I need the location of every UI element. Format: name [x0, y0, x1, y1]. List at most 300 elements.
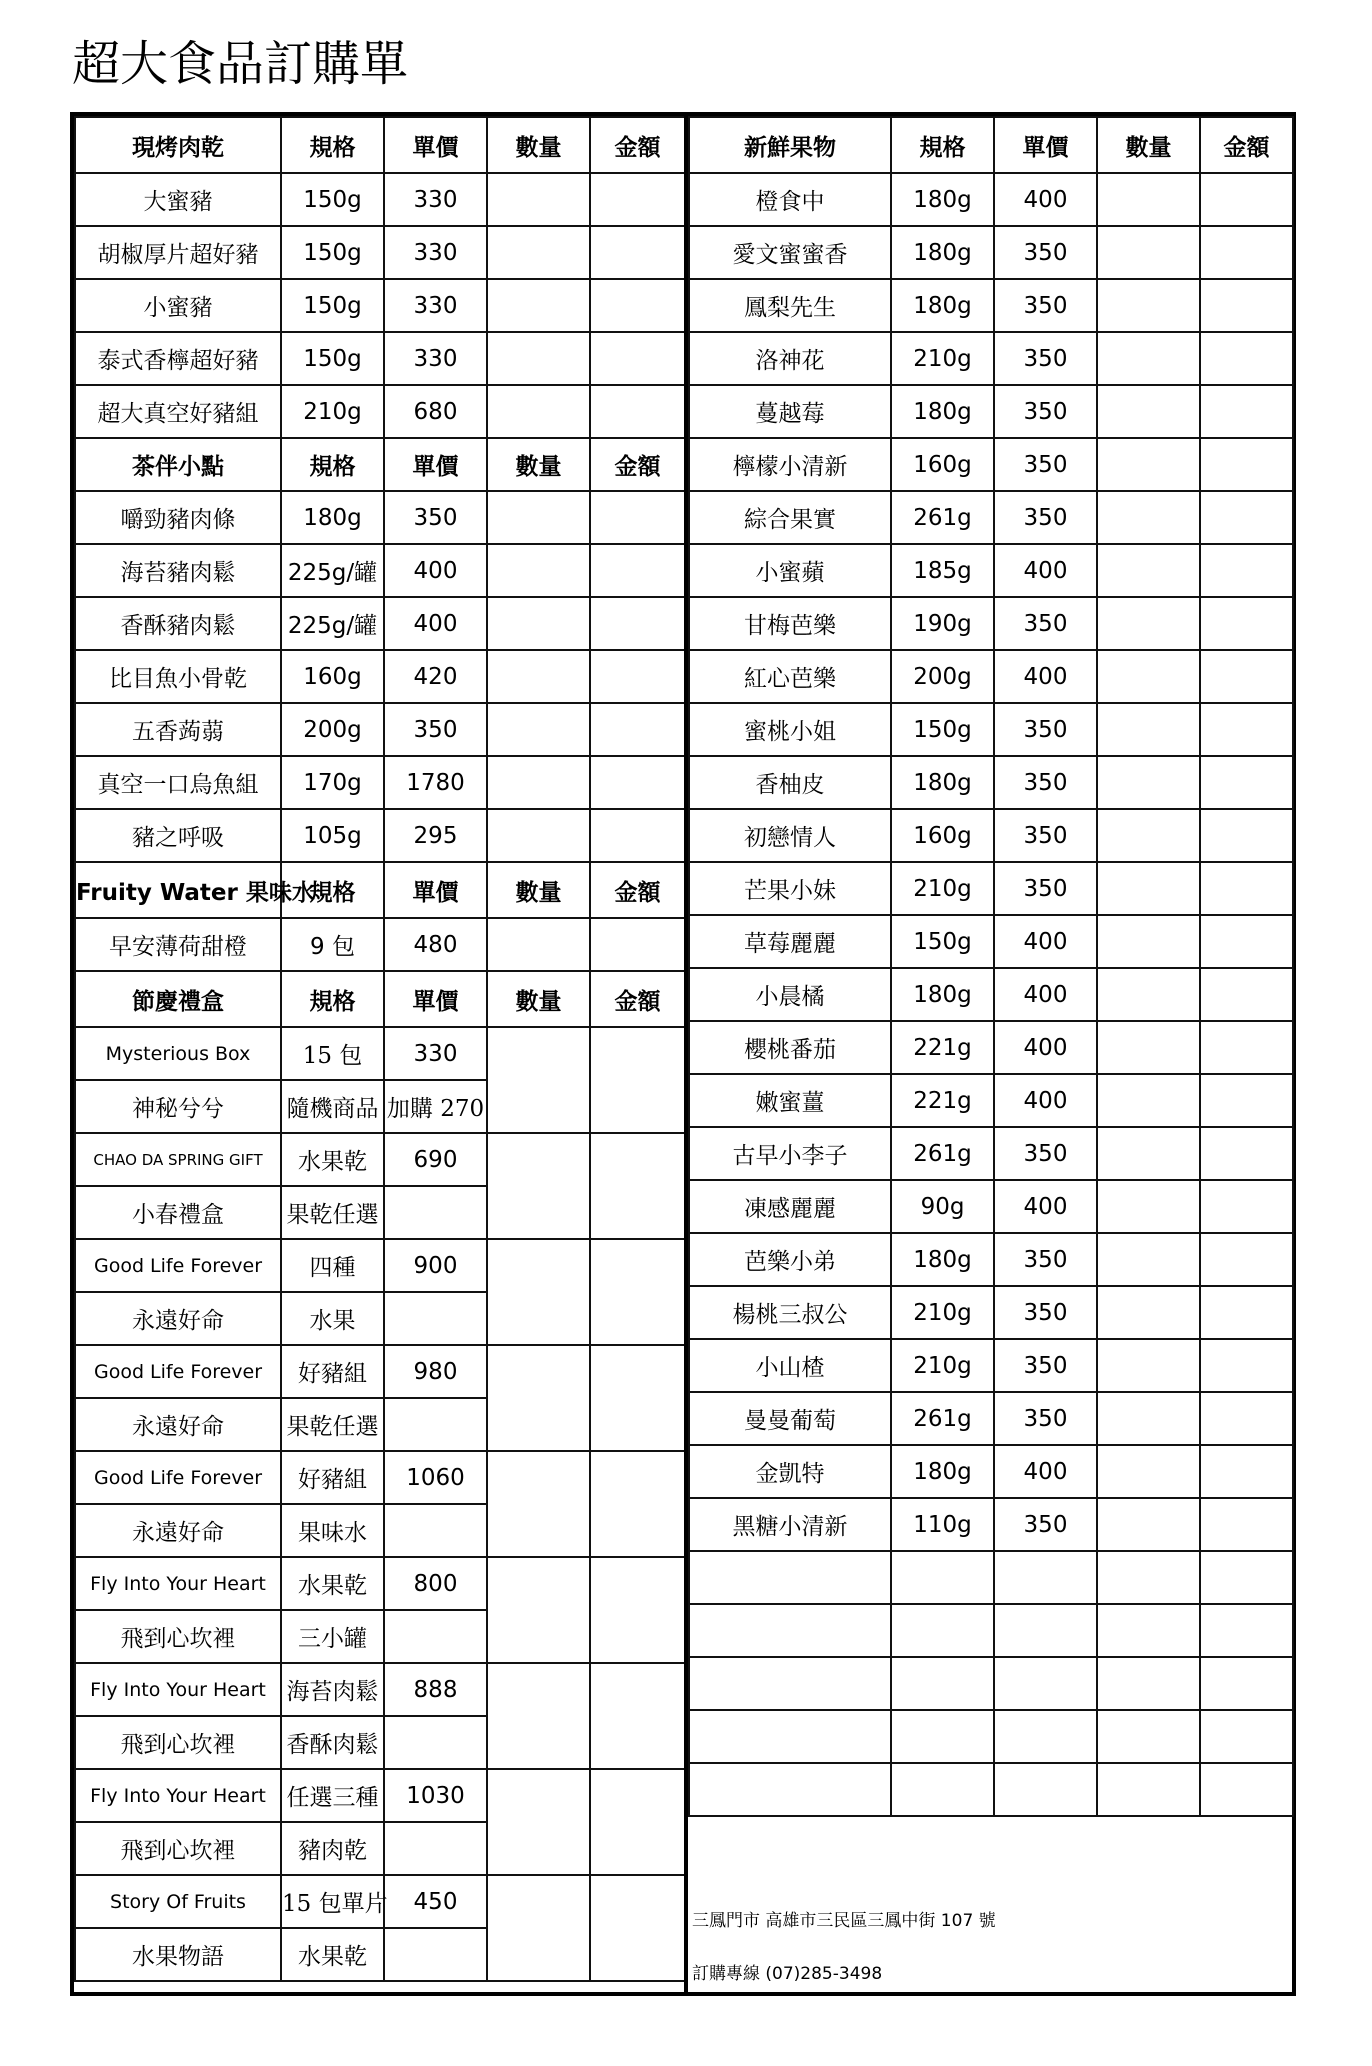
amount-cell[interactable]: [1200, 332, 1293, 385]
amount-cell[interactable]: [590, 332, 685, 385]
blank-cell[interactable]: [891, 1657, 994, 1710]
item-name: 大蜜豬: [75, 173, 281, 226]
quantity-cell[interactable]: [1097, 1392, 1200, 1445]
item-price: 400: [994, 1074, 1097, 1127]
left-table: [74, 116, 686, 1982]
amount-cell[interactable]: [590, 173, 685, 226]
item-spec: 105g: [281, 809, 384, 862]
table-row: [75, 918, 685, 971]
quantity-cell[interactable]: [1097, 491, 1200, 544]
item-price: 350: [994, 1392, 1097, 1445]
store-address: 三鳳門市 高雄市三民區三鳳中街 107 號: [692, 1911, 996, 1931]
item-spec: 210g: [891, 1339, 994, 1392]
gift-row-top: [75, 1345, 685, 1398]
quantity-cell[interactable]: [487, 1875, 590, 1981]
gift-row-top: [75, 1239, 685, 1292]
order-phone: 訂購專線 (07)285-3498: [692, 1964, 883, 1984]
blank-cell[interactable]: [891, 1551, 994, 1604]
quantity-cell[interactable]: [487, 544, 590, 597]
item-price: 400: [384, 597, 487, 650]
quantity-cell[interactable]: [1097, 1286, 1200, 1339]
gift-row-top: [75, 1663, 685, 1716]
spec-header: 規格: [281, 862, 384, 918]
item-spec: 180g: [891, 756, 994, 809]
item-spec: 180g: [891, 173, 994, 226]
gift-price-note: [384, 1292, 487, 1345]
gift-name-english: Fly Into Your Heart: [75, 1769, 281, 1822]
blank-cell[interactable]: [689, 1604, 891, 1657]
blank-cell[interactable]: [994, 1763, 1097, 1816]
amount-cell[interactable]: [1200, 1339, 1293, 1392]
quantity-cell[interactable]: [487, 1557, 590, 1663]
item-price: 350: [994, 1233, 1097, 1286]
quantity-cell[interactable]: [487, 1769, 590, 1875]
right-table: [688, 116, 1294, 1817]
quantity-cell[interactable]: [487, 1663, 590, 1769]
table-row: [689, 279, 1293, 332]
amount-cell[interactable]: [1200, 703, 1293, 756]
blank-cell[interactable]: [1200, 1710, 1293, 1763]
quantity-cell[interactable]: [1097, 279, 1200, 332]
table-row: [75, 650, 685, 703]
table-row: [75, 491, 685, 544]
item-spec: 190g: [891, 597, 994, 650]
gift-price-note: 加購 270: [384, 1080, 487, 1133]
amount-cell[interactable]: [590, 809, 685, 862]
item-price: 330: [384, 173, 487, 226]
quantity-cell[interactable]: [487, 809, 590, 862]
item-price: 400: [994, 915, 1097, 968]
table-row: [75, 279, 685, 332]
table-row: [75, 173, 685, 226]
gift-spec-line2: 果乾任選: [281, 1398, 384, 1451]
blank-cell[interactable]: [1097, 1710, 1200, 1763]
quantity-cell[interactable]: [1097, 862, 1200, 915]
spec-header: 規格: [891, 117, 994, 173]
item-spec: 210g: [891, 1286, 994, 1339]
amount-cell[interactable]: [590, 385, 685, 438]
quantity-cell[interactable]: [1097, 1127, 1200, 1180]
amount-header: 金額: [590, 438, 685, 491]
item-spec: 210g: [891, 862, 994, 915]
item-name: 芒果小妹: [689, 862, 891, 915]
gift-spec-line1: 15 包: [281, 1027, 384, 1080]
blank-cell[interactable]: [1097, 1657, 1200, 1710]
price-header: 單價: [994, 117, 1097, 173]
amount-cell[interactable]: [1200, 809, 1293, 862]
quantity-cell[interactable]: [487, 279, 590, 332]
amount-header: 金額: [1200, 117, 1293, 173]
amount-cell[interactable]: [1200, 862, 1293, 915]
amount-cell[interactable]: [590, 1133, 685, 1239]
item-price: 350: [994, 226, 1097, 279]
table-row: [689, 438, 1293, 491]
gift-row-top: [75, 1875, 685, 1928]
quantity-cell[interactable]: [487, 1239, 590, 1345]
item-name: 嫩蜜薑: [689, 1074, 891, 1127]
water-header-row: [75, 862, 685, 918]
blank-row: [689, 1657, 1293, 1710]
gift-spec-line2: 果乾任選: [281, 1186, 384, 1239]
item-name: 古早小李子: [689, 1127, 891, 1180]
item-price: 350: [994, 703, 1097, 756]
amount-cell[interactable]: [590, 1557, 685, 1663]
amount-cell[interactable]: [1200, 1286, 1293, 1339]
item-price: 400: [994, 1021, 1097, 1074]
table-row: [689, 1127, 1293, 1180]
item-spec: 160g: [281, 650, 384, 703]
gift-name-chinese: 永遠好命: [75, 1398, 281, 1451]
amount-cell[interactable]: [590, 918, 685, 971]
quantity-cell[interactable]: [1097, 650, 1200, 703]
gift-spec-line1: 任選三種: [281, 1769, 384, 1822]
amount-cell[interactable]: [590, 1451, 685, 1557]
amount-cell[interactable]: [1200, 1127, 1293, 1180]
item-price: 350: [384, 491, 487, 544]
table-row: [75, 544, 685, 597]
item-price: 350: [994, 1286, 1097, 1339]
item-name: 五香蒟蒻: [75, 703, 281, 756]
item-spec: 160g: [891, 438, 994, 491]
table-row: [689, 597, 1293, 650]
spec-header: 規格: [281, 971, 384, 1027]
amount-header: 金額: [590, 862, 685, 918]
gift-price-note: [384, 1928, 487, 1981]
table-row: [689, 1180, 1293, 1233]
quantity-cell[interactable]: [487, 173, 590, 226]
item-price: 400: [994, 173, 1097, 226]
amount-cell[interactable]: [1200, 1021, 1293, 1074]
quantity-cell[interactable]: [487, 1027, 590, 1133]
item-name: 芭樂小弟: [689, 1233, 891, 1286]
blank-cell[interactable]: [891, 1763, 994, 1816]
item-spec: 160g: [891, 809, 994, 862]
amount-cell[interactable]: [1200, 1233, 1293, 1286]
amount-cell[interactable]: [590, 756, 685, 809]
amount-cell[interactable]: [1200, 1074, 1293, 1127]
blank-cell[interactable]: [1200, 1551, 1293, 1604]
blank-row: [689, 1551, 1293, 1604]
quantity-cell[interactable]: [1097, 544, 1200, 597]
gift-spec-line1: 水果乾: [281, 1557, 384, 1610]
gift-name-chinese: 小春禮盒: [75, 1186, 281, 1239]
quantity-cell[interactable]: [487, 385, 590, 438]
gift-spec-line2: 隨機商品: [281, 1080, 384, 1133]
amount-cell[interactable]: [590, 1239, 685, 1345]
amount-cell[interactable]: [590, 650, 685, 703]
item-name: 曼曼葡萄: [689, 1392, 891, 1445]
amount-cell[interactable]: [1200, 597, 1293, 650]
amount-cell[interactable]: [1200, 1498, 1293, 1551]
blank-cell[interactable]: [994, 1604, 1097, 1657]
item-spec: 150g: [891, 703, 994, 756]
item-spec: 180g: [281, 491, 384, 544]
blank-cell[interactable]: [1200, 1657, 1293, 1710]
table-row: [689, 703, 1293, 756]
item-price: 420: [384, 650, 487, 703]
item-name: 嚼勁豬肉條: [75, 491, 281, 544]
water-title: Fruity Water 果味水: [75, 862, 281, 918]
item-price: 330: [384, 332, 487, 385]
item-price: 350: [384, 703, 487, 756]
quantity-cell[interactable]: [1097, 1021, 1200, 1074]
quantity-cell[interactable]: [487, 597, 590, 650]
roasted-header-row: [75, 117, 685, 173]
amount-cell[interactable]: [1200, 1180, 1293, 1233]
amount-cell[interactable]: [1200, 544, 1293, 597]
quantity-cell[interactable]: [487, 491, 590, 544]
amount-cell[interactable]: [1200, 756, 1293, 809]
quantity-cell[interactable]: [487, 1345, 590, 1451]
quantity-cell[interactable]: [1097, 1180, 1200, 1233]
amount-header: 金額: [590, 971, 685, 1027]
gift-spec-line2: 水果乾: [281, 1928, 384, 1981]
amount-cell[interactable]: [1200, 968, 1293, 1021]
item-spec: 261g: [891, 1127, 994, 1180]
item-spec: 9 包: [281, 918, 384, 971]
item-spec: 110g: [891, 1498, 994, 1551]
amount-cell[interactable]: [1200, 226, 1293, 279]
item-spec: 150g: [891, 915, 994, 968]
amount-cell[interactable]: [590, 1769, 685, 1875]
table-row: [689, 491, 1293, 544]
quantity-cell[interactable]: [487, 226, 590, 279]
item-price: 350: [994, 332, 1097, 385]
gift-price: 980: [384, 1345, 487, 1398]
item-name: 金凱特: [689, 1445, 891, 1498]
table-row: [75, 226, 685, 279]
quantity-header: 數量: [487, 438, 590, 491]
gift-name-chinese: 永遠好命: [75, 1292, 281, 1345]
table-row: [75, 703, 685, 756]
quantity-cell[interactable]: [1097, 1339, 1200, 1392]
item-name: 小蜜蘋: [689, 544, 891, 597]
quantity-cell[interactable]: [1097, 703, 1200, 756]
blank-cell[interactable]: [1097, 1551, 1200, 1604]
quantity-cell[interactable]: [1097, 226, 1200, 279]
item-name: 甘梅芭樂: [689, 597, 891, 650]
item-name: 愛文蜜蜜香: [689, 226, 891, 279]
item-name: 橙食中: [689, 173, 891, 226]
quantity-cell[interactable]: [487, 650, 590, 703]
quantity-cell[interactable]: [1097, 597, 1200, 650]
item-price: 680: [384, 385, 487, 438]
quantity-cell[interactable]: [487, 1451, 590, 1557]
table-row: [689, 1392, 1293, 1445]
price-header: 單價: [384, 862, 487, 918]
quantity-cell[interactable]: [487, 703, 590, 756]
gift-name-chinese: 水果物語: [75, 1928, 281, 1981]
table-row: [689, 650, 1293, 703]
item-price: 350: [994, 491, 1097, 544]
blank-cell[interactable]: [689, 1551, 891, 1604]
table-row: [689, 1498, 1293, 1551]
table-row: [689, 1286, 1293, 1339]
item-name: 真空一口烏魚組: [75, 756, 281, 809]
blank-row: [689, 1604, 1293, 1657]
quantity-cell[interactable]: [1097, 385, 1200, 438]
item-spec: 180g: [891, 1445, 994, 1498]
amount-cell[interactable]: [590, 226, 685, 279]
item-spec: 225g/罐: [281, 597, 384, 650]
item-spec: 180g: [891, 385, 994, 438]
quantity-cell[interactable]: [487, 918, 590, 971]
table-row: [689, 385, 1293, 438]
item-spec: 261g: [891, 491, 994, 544]
blank-cell[interactable]: [1097, 1604, 1200, 1657]
table-row: [689, 332, 1293, 385]
blank-cell[interactable]: [891, 1710, 994, 1763]
item-name: 泰式香檸超好豬: [75, 332, 281, 385]
quantity-cell[interactable]: [1097, 915, 1200, 968]
amount-cell[interactable]: [1200, 1445, 1293, 1498]
amount-cell[interactable]: [590, 1027, 685, 1133]
table-row: [689, 1339, 1293, 1392]
quantity-header: 數量: [487, 862, 590, 918]
item-spec: 210g: [281, 385, 384, 438]
item-spec: 150g: [281, 226, 384, 279]
amount-cell[interactable]: [1200, 915, 1293, 968]
item-name: 黑糖小清新: [689, 1498, 891, 1551]
item-name: 紅心芭樂: [689, 650, 891, 703]
item-name: 小山楂: [689, 1339, 891, 1392]
gift-spec-line1: 四種: [281, 1239, 384, 1292]
item-name: 凍感麗麗: [689, 1180, 891, 1233]
price-header: 單價: [384, 117, 487, 173]
item-spec: 200g: [891, 650, 994, 703]
item-spec: 90g: [891, 1180, 994, 1233]
gift-spec-line2: 豬肉乾: [281, 1822, 384, 1875]
amount-cell[interactable]: [590, 279, 685, 332]
blank-cell[interactable]: [994, 1551, 1097, 1604]
item-price: 400: [994, 650, 1097, 703]
item-name: 超大真空好豬組: [75, 385, 281, 438]
blank-cell[interactable]: [994, 1657, 1097, 1710]
item-price: 400: [994, 1180, 1097, 1233]
amount-cell[interactable]: [1200, 438, 1293, 491]
gift-price: 900: [384, 1239, 487, 1292]
gift-spec-line1: 好豬組: [281, 1451, 384, 1504]
blank-cell[interactable]: [1200, 1763, 1293, 1816]
gift-name-english: Good Life Forever: [75, 1451, 281, 1504]
item-spec: 150g: [281, 332, 384, 385]
amount-cell[interactable]: [1200, 1392, 1293, 1445]
quantity-cell[interactable]: [487, 756, 590, 809]
snacks-title: 茶伴小點: [75, 438, 281, 491]
gift-spec-line1: 好豬組: [281, 1345, 384, 1398]
amount-cell[interactable]: [1200, 491, 1293, 544]
column-separator: [684, 116, 688, 1992]
quantity-cell[interactable]: [1097, 173, 1200, 226]
quantity-cell[interactable]: [1097, 1074, 1200, 1127]
amount-cell[interactable]: [590, 703, 685, 756]
blank-cell[interactable]: [891, 1604, 994, 1657]
amount-cell[interactable]: [1200, 173, 1293, 226]
blank-cell[interactable]: [1097, 1763, 1200, 1816]
item-name: 小晨橘: [689, 968, 891, 1021]
gift-name-chinese: 永遠好命: [75, 1504, 281, 1557]
item-name: 初戀情人: [689, 809, 891, 862]
quantity-cell[interactable]: [487, 332, 590, 385]
item-name: 櫻桃番茄: [689, 1021, 891, 1074]
item-spec: 180g: [891, 1233, 994, 1286]
gift-spec-line1: 海苔肉鬆: [281, 1663, 384, 1716]
quantity-cell[interactable]: [1097, 438, 1200, 491]
amount-cell[interactable]: [590, 1875, 685, 1981]
amount-cell[interactable]: [590, 544, 685, 597]
item-name: 豬之呼吸: [75, 809, 281, 862]
item-price: 400: [384, 544, 487, 597]
gift-name-english: Story Of Fruits: [75, 1875, 281, 1928]
item-price: 350: [994, 597, 1097, 650]
blank-cell[interactable]: [689, 1657, 891, 1710]
table-row: [75, 756, 685, 809]
gift-price-note: [384, 1822, 487, 1875]
gift-price: 450: [384, 1875, 487, 1928]
quantity-cell[interactable]: [1097, 1233, 1200, 1286]
gift-name-english: Fly Into Your Heart: [75, 1663, 281, 1716]
item-name: 比目魚小骨乾: [75, 650, 281, 703]
price-header: 單價: [384, 971, 487, 1027]
gift-name-english: Mysterious Box: [75, 1027, 281, 1080]
item-name: 綜合果實: [689, 491, 891, 544]
blank-cell[interactable]: [689, 1710, 891, 1763]
amount-cell[interactable]: [1200, 279, 1293, 332]
blank-cell[interactable]: [689, 1763, 891, 1816]
gift-price-note: [384, 1716, 487, 1769]
roasted-title: 現烤肉乾: [75, 117, 281, 173]
item-spec: 221g: [891, 1074, 994, 1127]
item-spec: 170g: [281, 756, 384, 809]
item-price: 350: [994, 756, 1097, 809]
blank-cell[interactable]: [994, 1710, 1097, 1763]
amount-cell[interactable]: [590, 597, 685, 650]
amount-cell[interactable]: [590, 491, 685, 544]
item-price: 1780: [384, 756, 487, 809]
quantity-cell[interactable]: [1097, 1445, 1200, 1498]
blank-cell[interactable]: [1200, 1604, 1293, 1657]
amount-cell[interactable]: [1200, 385, 1293, 438]
quantity-cell[interactable]: [1097, 968, 1200, 1021]
quantity-cell[interactable]: [1097, 332, 1200, 385]
quantity-cell[interactable]: [1097, 756, 1200, 809]
item-spec: 180g: [891, 226, 994, 279]
gift-name-chinese: 飛到心坎裡: [75, 1610, 281, 1663]
table-row: [689, 173, 1293, 226]
quantity-header: 數量: [487, 971, 590, 1027]
item-name: 檸檬小清新: [689, 438, 891, 491]
table-row: [689, 809, 1293, 862]
amount-cell[interactable]: [590, 1663, 685, 1769]
quantity-cell[interactable]: [1097, 809, 1200, 862]
amount-cell[interactable]: [590, 1345, 685, 1451]
quantity-cell[interactable]: [1097, 1498, 1200, 1551]
quantity-cell[interactable]: [487, 1133, 590, 1239]
item-spec: 180g: [891, 968, 994, 1021]
gift-price-note: [384, 1610, 487, 1663]
amount-header: 金額: [590, 117, 685, 173]
table-row: [689, 1233, 1293, 1286]
item-spec: 180g: [891, 279, 994, 332]
page-title: 超大食品訂購單: [72, 36, 409, 92]
gift-title: 節慶禮盒: [75, 971, 281, 1027]
quantity-header: 數量: [487, 117, 590, 173]
amount-cell[interactable]: [1200, 650, 1293, 703]
gift-row-top: [75, 1557, 685, 1610]
gift-spec-line2: 三小罐: [281, 1610, 384, 1663]
gift-price: 1060: [384, 1451, 487, 1504]
item-name: 海苔豬肉鬆: [75, 544, 281, 597]
